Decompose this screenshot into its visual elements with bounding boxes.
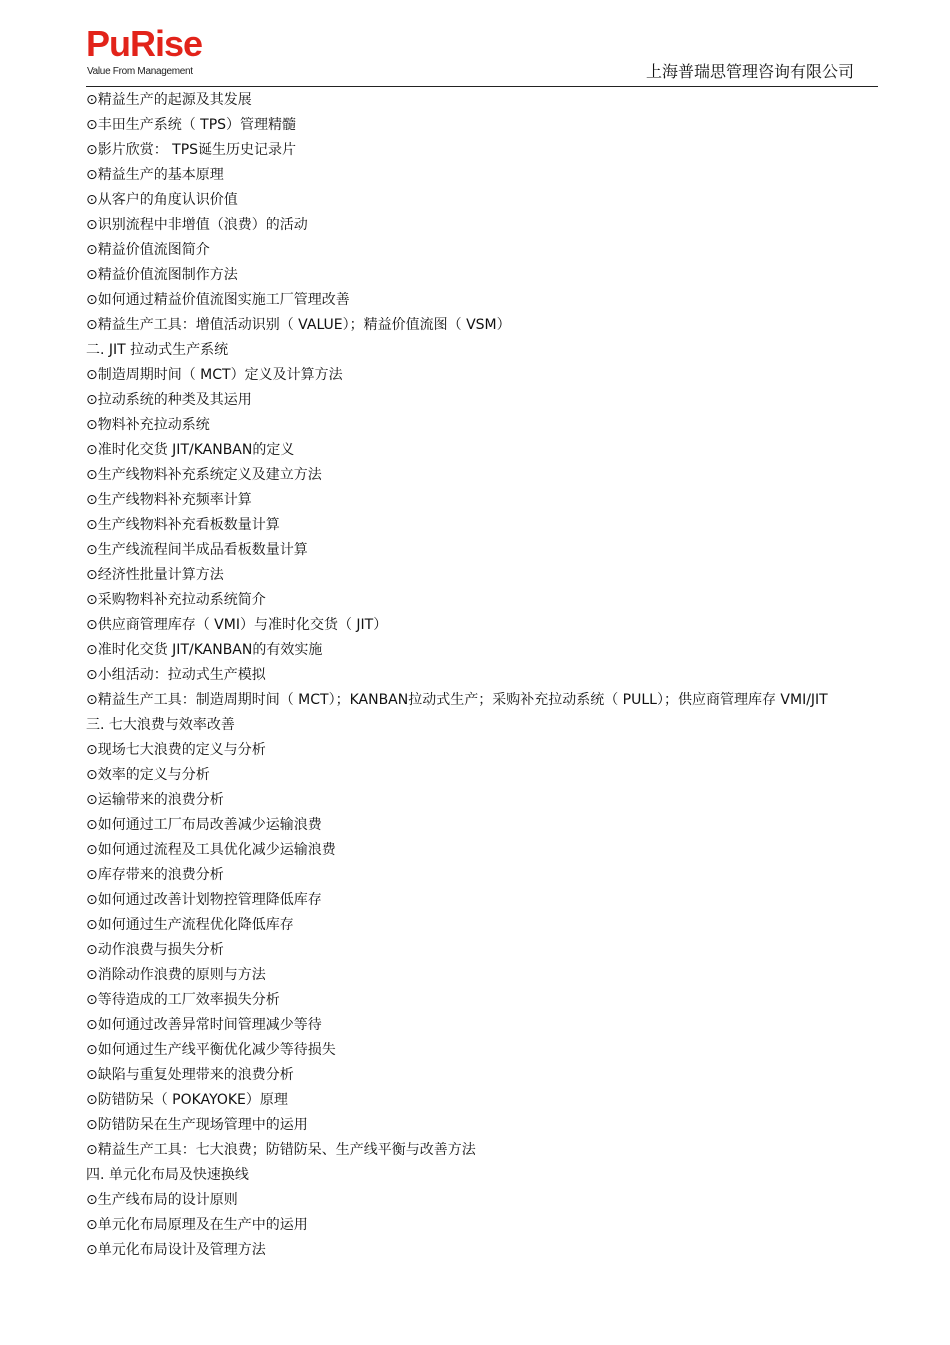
outline-line: ⊙如何通过工厂布局改善减少运输浪费 (86, 817, 322, 833)
outline-line: ⊙丰田生产系统（ TPS）管理精髓 (86, 117, 297, 133)
outline-line: ⊙精益生产的起源及其发展 (86, 92, 252, 108)
outline-line: ⊙缺陷与重复处理带来的浪费分析 (86, 1067, 294, 1083)
outline-line: ⊙精益价值流图简介 (86, 242, 210, 258)
outline-line: ⊙单元化布局设计及管理方法 (86, 1242, 266, 1258)
logo-wordmark: PuRise (86, 23, 203, 64)
outline-line: ⊙现场七大浪费的定义与分析 (86, 742, 266, 758)
outline-line: ⊙生产线物料补充看板数量计算 (86, 517, 280, 533)
outline-line: ⊙如何通过生产流程优化降低库存 (86, 917, 294, 933)
outline-line: ⊙库存带来的浪费分析 (86, 867, 224, 883)
outline-line: ⊙等待造成的工厂效率损失分析 (86, 992, 280, 1008)
outline-line: ⊙精益生产工具：制造周期时间（ MCT）；KANBAN拉动式生产；采购补充拉动系统（ PULL）；供应商管理库存 VMI/JIT (86, 692, 828, 708)
purise-logo (86, 23, 203, 80)
outline-line: ⊙生产线物料补充系统定义及建立方法 (86, 467, 322, 483)
outline-line: ⊙影片欣赏： TPS诞生历史记录片 (86, 142, 297, 158)
outline-line: ⊙从客户的角度认识价值 (86, 192, 238, 208)
outline-line: ⊙精益价值流图制作方法 (86, 267, 238, 283)
outline-line: ⊙制造周期时间（ MCT）定义及计算方法 (86, 367, 343, 383)
outline-line: ⊙如何通过流程及工具优化减少运输浪费 (86, 842, 336, 858)
outline-line: ⊙物料补充拉动系统 (86, 417, 210, 433)
outline-line: ⊙效率的定义与分析 (86, 767, 210, 783)
outline-line: ⊙生产线布局的设计原则 (86, 1192, 238, 1208)
outline-line: ⊙精益生产工具：增值活动识别（ VALUE）；精益价值流图（ VSM） (86, 317, 511, 333)
outline-line: ⊙动作浪费与损失分析 (86, 942, 224, 958)
section-heading: 二. JIT 拉动式生产系统 (86, 342, 229, 358)
course-outline (86, 88, 878, 1263)
header-divider (86, 86, 878, 87)
outline-line: ⊙小组活动：拉动式生产模拟 (86, 667, 266, 683)
outline-line: ⊙采购物料补充拉动系统简介 (86, 592, 266, 608)
section-heading: 三. 七大浪费与效率改善 (86, 717, 235, 733)
outline-line: ⊙精益生产工具：七大浪费；防错防呆、生产线平衡与改善方法 (86, 1142, 476, 1158)
outline-line: ⊙如何通过改善异常时间管理减少等待 (86, 1017, 322, 1033)
outline-line: ⊙供应商管理库存（ VMI）与准时化交货（ JIT） (86, 617, 388, 633)
outline-line: ⊙防错防呆（ POKAYOKE）原理 (86, 1092, 288, 1108)
outline-line: ⊙如何通过生产线平衡优化减少等待损失 (86, 1042, 336, 1058)
outline-line: ⊙生产线流程间半成品看板数量计算 (86, 542, 308, 558)
outline-line: ⊙防错防呆在生产现场管理中的运用 (86, 1117, 308, 1133)
outline-line: ⊙精益生产的基本原理 (86, 167, 224, 183)
outline-line: ⊙准时化交货 JIT/KANBAN的定义 (86, 442, 295, 458)
logo-tagline: Value From Management (87, 66, 193, 77)
outline-line: ⊙如何通过精益价值流图实施工厂管理改善 (86, 292, 350, 308)
outline-line: ⊙单元化布局原理及在生产中的运用 (86, 1217, 308, 1233)
outline-line: ⊙如何通过改善计划物控管理降低库存 (86, 892, 322, 908)
outline-line: ⊙拉动系统的种类及其运用 (86, 392, 252, 408)
page-header (0, 0, 950, 92)
outline-line: ⊙消除动作浪费的原则与方法 (86, 967, 266, 983)
outline-line: ⊙识别流程中非增值（浪费）的活动 (86, 217, 308, 233)
outline-line: ⊙经济性批量计算方法 (86, 567, 224, 583)
outline-line: ⊙生产线物料补充频率计算 (86, 492, 252, 508)
section-heading: 四. 单元化布局及快速换线 (86, 1167, 249, 1183)
company-name: 上海普瑞思管理咨询有限公司 (645, 62, 854, 81)
outline-line: ⊙准时化交货 JIT/KANBAN的有效实施 (86, 642, 323, 658)
outline-line: ⊙运输带来的浪费分析 (86, 792, 224, 808)
